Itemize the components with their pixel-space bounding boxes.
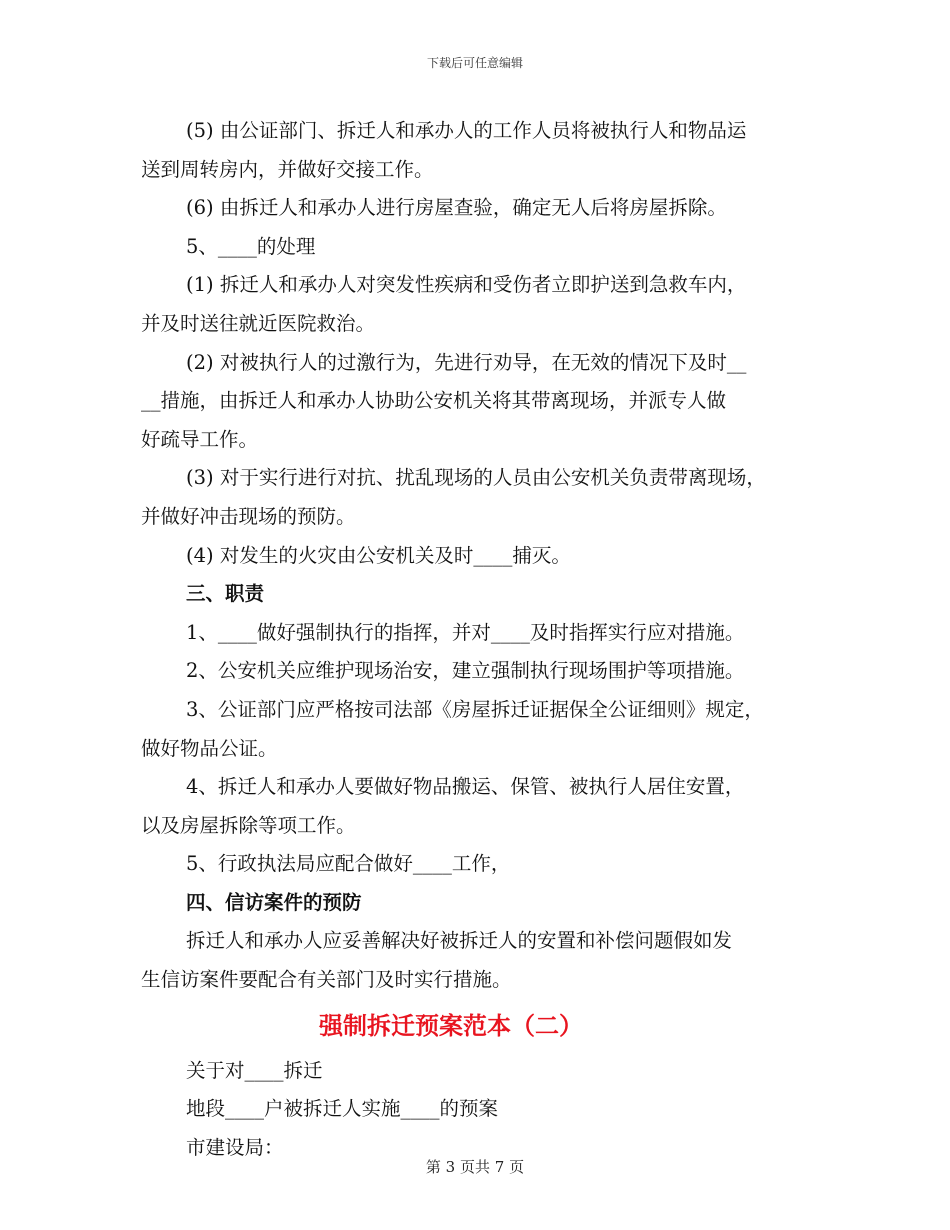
- paragraph-line: (5) 由公证部门、拆迁人和承办人的工作人员将被执行人和物品运: [186, 119, 747, 142]
- paragraph-line: 并及时送往就近医院救治。: [141, 311, 376, 335]
- paragraph-line: 拆迁人和承办人应妥善解决好被拆迁人的安置和补偿问题假如发: [186, 929, 733, 953]
- paragraph-line: (1) 拆迁人和承办人对突发性疾病和受伤者立即护送到急救车内，: [186, 273, 747, 297]
- paragraph-line: 以及房屋拆除等项工作。: [141, 813, 356, 837]
- paragraph-line: (6) 由拆迁人和承办人进行房屋查验，确定无人后将房屋拆除。: [186, 196, 727, 220]
- addressee-line: 市建设局：: [186, 1135, 284, 1159]
- paragraph-line: (2) 对被执行人的过激行为，先进行劝导，在无效的情况下及时__: [186, 350, 747, 374]
- paragraph-line: 5、行政执法局应配合做好____工作，: [186, 852, 511, 876]
- paragraph-line: 地段____户被拆迁人实施____的预案: [186, 1097, 499, 1121]
- paragraph-line: 并做好冲击现场的预防。: [141, 504, 356, 528]
- paragraph-line: 好疏导工作。: [141, 427, 259, 451]
- paragraph-line: 关于对____拆迁: [186, 1058, 323, 1082]
- paragraph-line: 1、____做好强制执行的指挥，并对____及时指挥实行应对措施。: [186, 620, 745, 644]
- paragraph-line: (3) 对于实行进行对抗、扰乱现场的人员由公安机关负责带离现场，: [186, 466, 766, 490]
- paragraph-line: 生信访案件要配合有关部门及时实行措施。: [141, 968, 512, 992]
- paragraph-line: 做好物品公证。: [141, 736, 278, 760]
- paragraph-line: __措施，由拆迁人和承办人协助公安机关将其带离现场，并派专人做: [141, 389, 727, 413]
- paragraph-line: 3、公证部门应严格按司法部《房屋拆迁证据保全公证细则》规定，: [186, 697, 764, 721]
- page-number: 第 3 页共 7 页: [425, 1158, 525, 1176]
- paragraph-line: (4) 对发生的火灾由公安机关及时____捕灭。: [186, 543, 571, 567]
- paragraph-line: 2、公安机关应维护现场治安，建立强制执行现场围护等项措施。: [186, 659, 745, 683]
- subsection-heading: 5、____的处理: [186, 234, 316, 258]
- section-heading: 四、信访案件的预防: [186, 890, 362, 914]
- paragraph-line: 送到周转房内，并做好交接工作。: [141, 157, 434, 181]
- section-heading: 三、职责: [186, 582, 265, 606]
- paragraph-line: 4、拆迁人和承办人要做好物品搬运、保管、被执行人居住安置，: [186, 775, 745, 799]
- document-title: 强制拆迁预案范本（二）: [319, 1010, 583, 1040]
- page-header: 下载后可任意编辑: [426, 56, 523, 70]
- document-body: [141, 112, 811, 1167]
